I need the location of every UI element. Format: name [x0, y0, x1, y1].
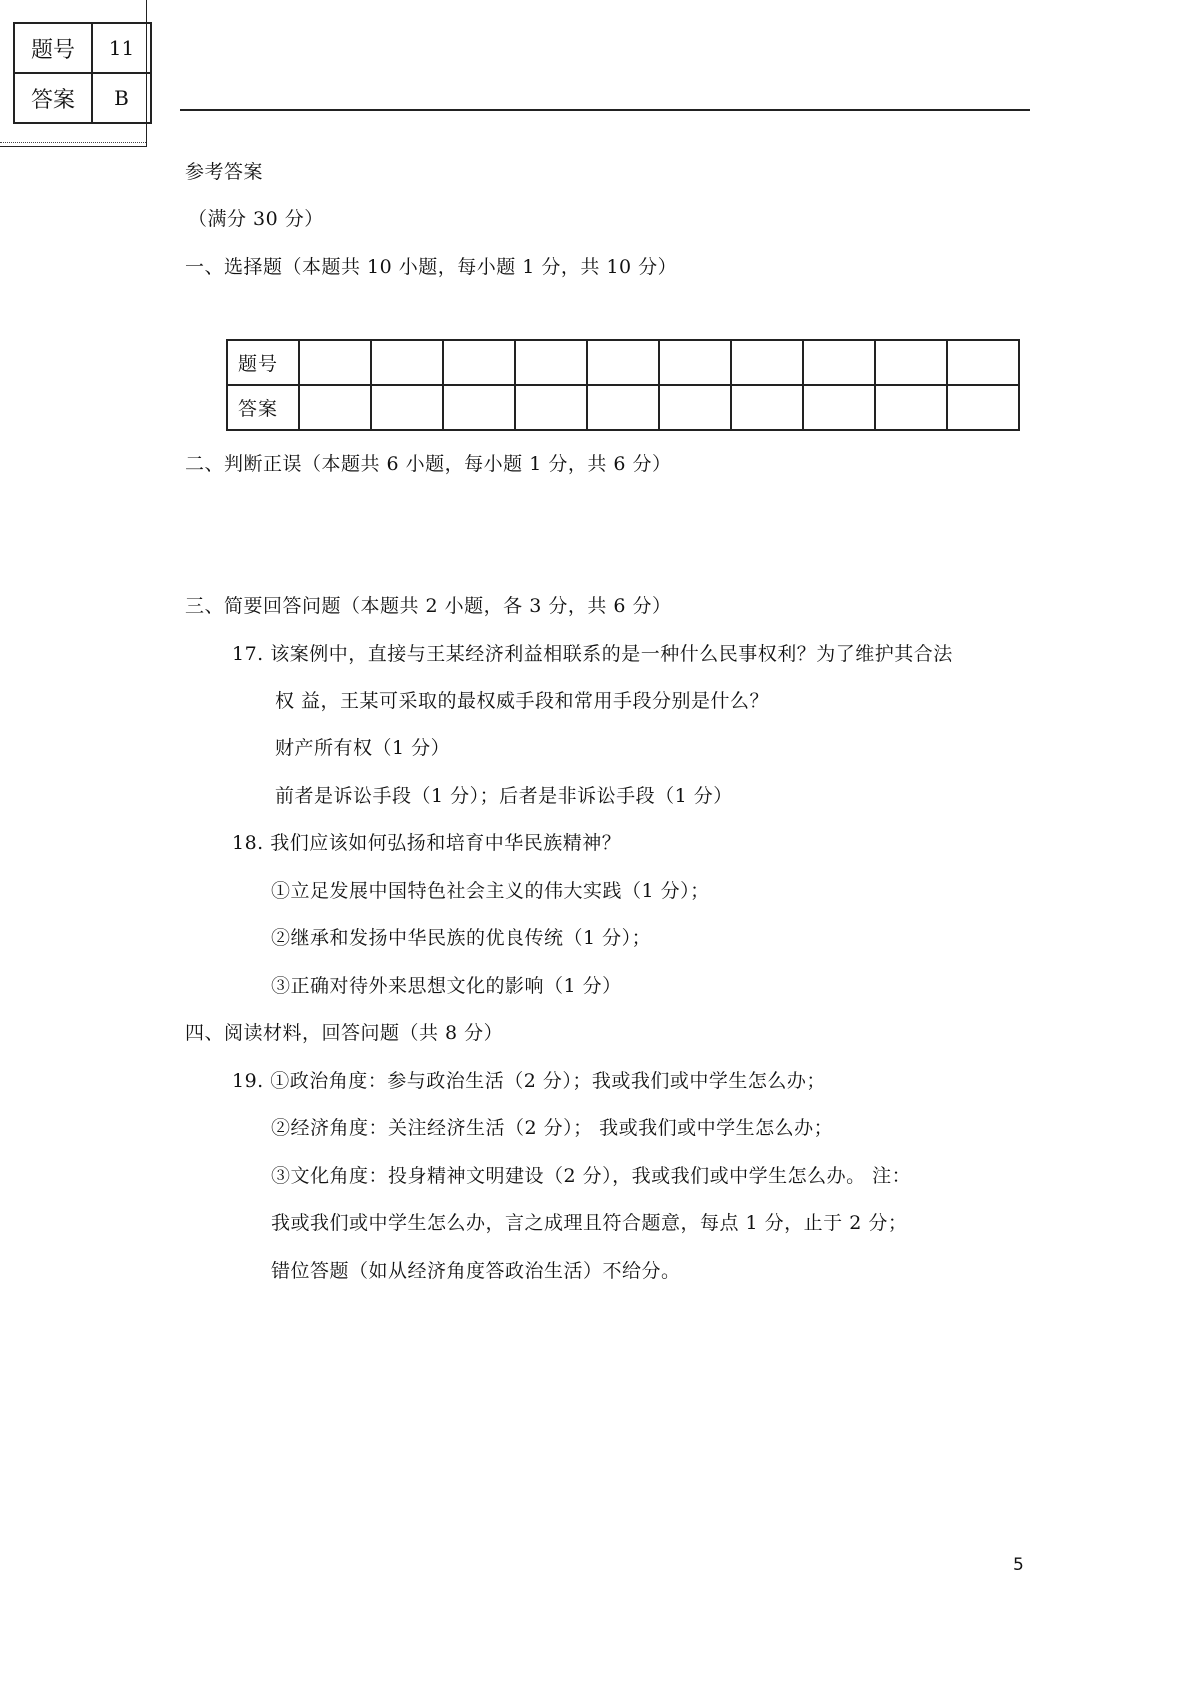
table-cell — [731, 385, 803, 430]
table-cell — [443, 385, 515, 430]
table-row — [227, 385, 1019, 430]
corner-dotted-divider — [0, 142, 146, 143]
table-cell — [947, 340, 1019, 385]
table-cell — [443, 340, 515, 385]
page-title: 参考答案 — [185, 161, 264, 183]
q19-line4: 我或我们或中学生怎么办，言之成理且符合题意，每点 1 分，止于 2 分； — [271, 1212, 908, 1234]
table-cell — [875, 385, 947, 430]
q19-line2: ②经济角度：关注经济生活（2 分）； 我或我们或中学生怎么办； — [271, 1117, 834, 1139]
full-score: （满分 30 分） — [188, 208, 324, 230]
q18-answer2: ②继承和发扬中华民族的优良传统（1 分）； — [271, 927, 652, 949]
section2-heading: 二、判断正误（本题共 6 小题，每小题 1 分，共 6 分） — [185, 453, 672, 475]
section4-heading: 四、阅读材料，回答问题（共 8 分） — [185, 1022, 504, 1044]
table-row1-label: 题号 — [227, 340, 299, 385]
table-cell — [587, 340, 659, 385]
q17-answer1: 财产所有权（1 分） — [275, 737, 451, 759]
page-number: 5 — [1013, 1555, 1024, 1575]
choice-answer-table — [226, 339, 1020, 431]
q17-question-line2: 权 益，王某可采取的最权威手段和常用手段分别是什么？ — [275, 690, 770, 712]
table-cell — [587, 385, 659, 430]
table-cell — [659, 385, 731, 430]
q18-answer3: ③正确对待外来思想文化的影响（1 分） — [271, 975, 622, 997]
q19-line3: ③文化角度：投身精神文明建设（2 分），我或我们或中学生怎么办。 注： — [271, 1165, 912, 1187]
table-cell — [803, 385, 875, 430]
corner-row1-value: 11 — [92, 23, 151, 73]
table-cell — [515, 385, 587, 430]
table-cell — [371, 340, 443, 385]
q18-question: 18. 我们应该如何弘扬和培育中华民族精神？ — [232, 832, 622, 854]
table-cell — [371, 385, 443, 430]
table-cell — [659, 340, 731, 385]
table-cell — [875, 340, 947, 385]
table-cell — [803, 340, 875, 385]
table-cell — [947, 385, 1019, 430]
q19-line5: 错位答题（如从经济角度答政治生活）不给分。 — [271, 1260, 681, 1282]
table-row2-label: 答案 — [227, 385, 299, 430]
q19-line1: 19. ①政治角度：参与政治生活（2 分）；我或我们或中学生怎么办； — [232, 1070, 826, 1092]
q18-answer1: ①立足发展中国特色社会主义的伟大实践（1 分）； — [271, 880, 710, 902]
table-cell — [299, 385, 371, 430]
section3-heading: 三、简要回答问题（本题共 2 小题，各 3 分，共 6 分） — [185, 595, 672, 617]
q17-question-line1: 17. 该案例中，直接与王某经济利益相联系的是一种什么民事权利？为了维护其合法 — [232, 643, 953, 665]
table-cell — [515, 340, 587, 385]
corner-row1-label: 题号 — [14, 23, 92, 73]
table-row — [227, 340, 1019, 385]
table-cell — [299, 340, 371, 385]
header-rule — [180, 109, 1030, 111]
corner-row2-value: B — [92, 73, 151, 123]
q17-answer2: 前者是诉讼手段（1 分）；后者是非诉讼手段（1 分） — [275, 785, 733, 807]
corner-answer-table — [13, 22, 152, 124]
section1-heading: 一、选择题（本题共 10 小题，每小题 1 分，共 10 分） — [185, 256, 678, 278]
table-cell — [731, 340, 803, 385]
corner-row2-label: 答案 — [14, 73, 92, 123]
